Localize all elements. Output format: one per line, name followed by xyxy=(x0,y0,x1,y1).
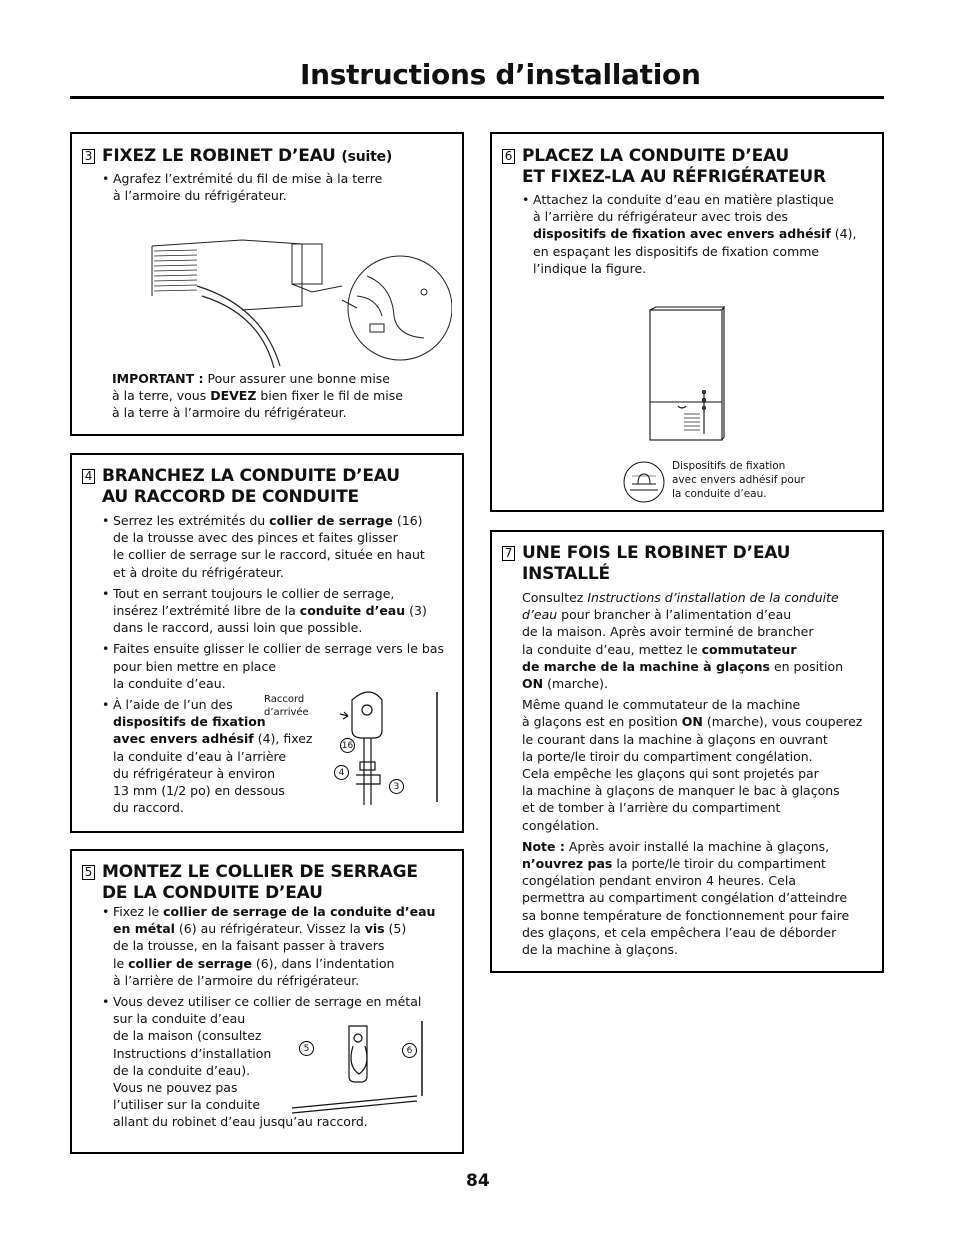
bullet-2: • Tout en serrant toujours le collier de serrage, insérez l’extrémité libre de la conduite d’eau (3) dans le raccord, aussi loin que possible. xyxy=(102,585,427,636)
callout-6: 6 xyxy=(402,1043,417,1058)
adhesive-clip-icon xyxy=(622,460,666,504)
paragraph-2: Même quand le commutateur de la machine à glaçons est en position ON (marche), vous couperez le courant dans la machine à glaçons en ouvrant la porte/le tiroir du compartiment congélation. Cela empêche les glaçons qui sont projetés par la machine à glaçons de manquer le bac à glaçons et de tomber à l’arrière du compartiment congélation. xyxy=(522,697,863,833)
step-number: 4 xyxy=(82,469,95,484)
water-line-fitting-illustration xyxy=(312,680,452,810)
step-number: 5 xyxy=(82,865,95,880)
section-3-bullet: • Agrafez l’extrémité du fil de mise à la terre à l’armoire du réfrigérateur. xyxy=(102,171,383,204)
bullet-3: • Faites ensuite glisser le collier de serrage vers le bas pour bien mettre en place la conduite d’eau. xyxy=(102,641,444,691)
section-3-heading xyxy=(82,146,392,168)
section-7-heading: 7 UNE FOIS LE ROBINET D’EAU INSTALLÉ xyxy=(502,543,790,585)
section-5-panel xyxy=(70,849,464,1154)
section-7-body xyxy=(522,589,884,958)
step-number: 6 xyxy=(502,149,515,164)
section-5-heading: 5 MONTEZ LE COLLIER DE SERRAGE DE LA CONDUITE D’EAU xyxy=(82,862,418,904)
paragraph-3: Note : Après avoir installé la machine à glaçons, n’ouvrez pas la porte/le tiroir du compartiment congélation pendant environ 4 heures. Cela permettra au compartiment congélation d’atteindre sa bonne température de fonctionnement pour faire des glaçons, et cela empêchera l’eau de déborder de la machine à glaçons. xyxy=(522,838,850,958)
inlet-fitting-label: Raccord d’arrivée xyxy=(264,694,309,718)
paragraph-1: Consultez Instructions d’installation de la conduite d’eau pour brancher à l’alimentation d’eau de la maison. Après avoir terminé de brancher la conduite d’eau, mettez le commutateur de marche de la machine à glaçons en position ON (marche). xyxy=(522,590,844,692)
section-4-heading: 4 BRANCHEZ LA CONDUITE D’EAU AU RACCORD DE CONDUITE xyxy=(82,466,400,508)
refrigerator-back-illustration xyxy=(642,306,732,446)
step-number: 3 xyxy=(82,149,95,164)
bullet-1: • Fixez le collier de serrage de la conduite d’eau en métal (6) au réfrigérateur. Vissez la vis (5) de la trousse, en la faisant passer à travers le collier de serrage (6), dans l’indentation à l’arrière de l’armoire du réfrigérateur. xyxy=(102,904,436,988)
bullet-4: • À l’aide de l’un des dispositifs de fixation avec envers adhésif (4), fixez la conduite d’eau à l’arrière du réfrigérateur à environ 13 mm (1/2 po) en dessous du raccord. xyxy=(102,697,313,816)
page-number: 84 xyxy=(466,1171,490,1191)
callout-4: 4 xyxy=(334,765,349,780)
bullet-1: • Serrez les extrémités du collier de serrage (16) de la trousse avec des pinces et faites glisser le collier de serrage sur le raccord, située en haut et à droite du réfrigérateur. xyxy=(102,513,425,580)
page-title: Instructions d’installation xyxy=(300,58,701,91)
callout-16: 16 xyxy=(340,738,355,753)
metal-clamp-illustration xyxy=(287,1016,462,1116)
adhesive-clip-caption: Dispositifs de fixation avec envers adhésif pour la conduite d’eau. xyxy=(672,460,805,500)
bullet-2: • Vous devez utiliser ce collier de serrage en métal sur la conduite d’eau de la maison (consultez Instructions d’installation de la conduite d’eau). Vous ne pouvez pas l’utiliser sur la conduite allant du robinet d’eau jusqu’au raccord. xyxy=(102,994,422,1130)
section-6-bullet: • Attachez la conduite d’eau en matière plastique à l’arrière du réfrigérateur avec trois des dispositifs de fixation avec envers adhésif (4), en espaçant les dispositifs de fixation comme l’indique la figure. xyxy=(522,192,857,276)
ground-wire-illustration xyxy=(142,226,452,386)
section-6-heading: 6 PLACEZ LA CONDUITE D’EAU ET FIXEZ-LA AU RÉFRIGÉRATEUR xyxy=(502,146,826,188)
section-3-important: IMPORTANT : Pour assurer une bonne mise à la terre, vous DEVEZ bien fixer le fil de mise à la terre à l’armoire du réfrigérateur. xyxy=(112,371,403,421)
callout-3: 3 xyxy=(389,779,404,794)
section-3-panel xyxy=(70,132,464,436)
heading-suffix: (suite) xyxy=(341,149,393,165)
section-7-panel xyxy=(490,530,884,973)
title-rule xyxy=(70,96,884,99)
section-4-panel xyxy=(70,453,464,833)
step-number: 7 xyxy=(502,546,515,561)
heading-text: FIXEZ LE ROBINET D’EAU xyxy=(102,146,336,166)
section-6-panel xyxy=(490,132,884,512)
callout-5: 5 xyxy=(299,1041,314,1056)
